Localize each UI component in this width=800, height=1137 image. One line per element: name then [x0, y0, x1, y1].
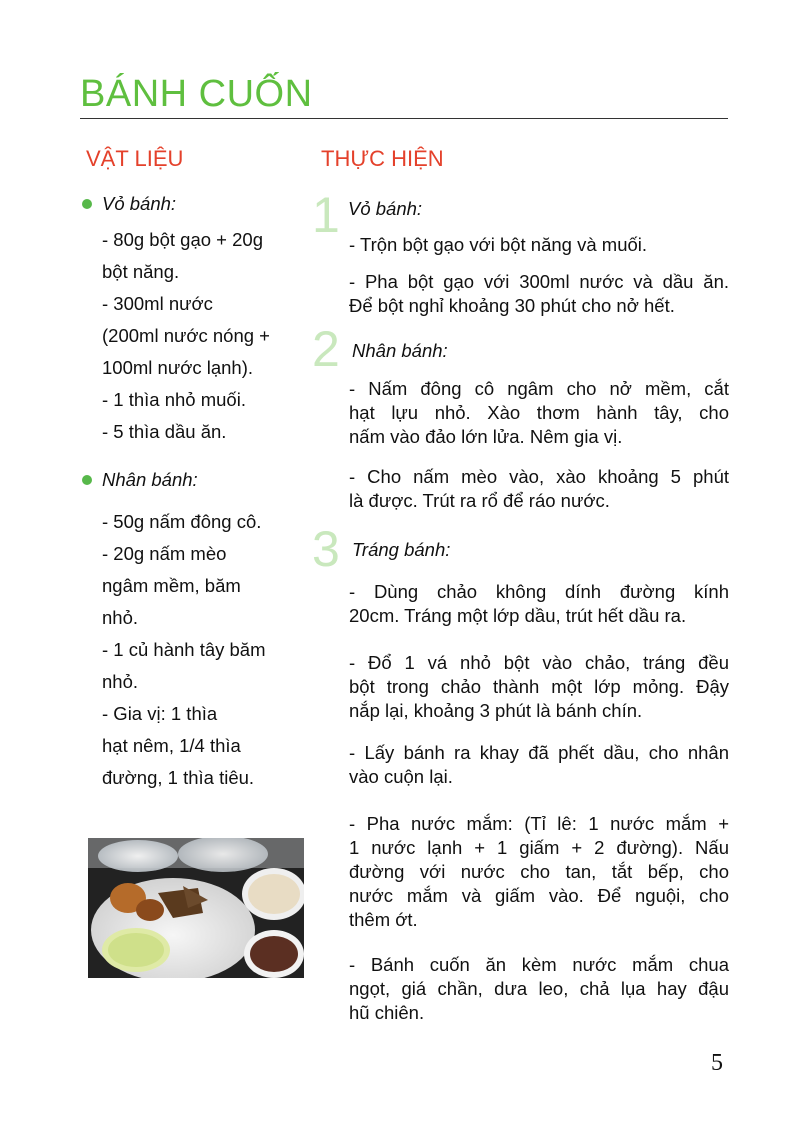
- step-paragraph: [349, 270, 729, 318]
- ingredient-group-label: Vỏ bánh:: [102, 193, 177, 214]
- paragraph-line: nắp lại, khoảng 3 phút là bánh chín.: [349, 700, 643, 721]
- step-number: 2: [312, 321, 340, 377]
- ingredient-line: - 300ml nước: [102, 293, 213, 314]
- ingredient-group-label: Nhân bánh:: [102, 469, 198, 490]
- ingredient-line: - 50g nấm đông cô.: [102, 511, 262, 532]
- paragraph-line: - Nấm đông cô ngâm cho nở mềm, cắt: [349, 378, 729, 399]
- paragraph-line: Để bột nghỉ khoảng 30 phút cho nở hết.: [349, 295, 675, 316]
- step-number: 3: [312, 521, 340, 577]
- step-paragraph: [349, 651, 729, 723]
- ingredients-heading: VẬT LIỆU: [86, 146, 184, 171]
- ingredient-group-title: [82, 188, 302, 220]
- step-paragraph: [349, 233, 729, 257]
- ingredient-line: ngâm mềm, băm: [102, 575, 241, 596]
- food-photo: [88, 838, 304, 978]
- title-divider: [80, 118, 728, 119]
- paragraph-line: - Lấy bánh ra khay đã phết dầu, cho nhân: [349, 742, 729, 763]
- ingredient-line: hạt nêm, 1/4 thìa: [102, 735, 241, 756]
- step-number: 1: [312, 187, 340, 243]
- instructions-heading: THỰC HIỆN: [321, 146, 444, 171]
- paragraph-line: - Bánh cuốn ăn kèm nước mắm chua: [349, 954, 729, 975]
- step-paragraph: [349, 465, 729, 513]
- bullet-icon: [82, 199, 92, 209]
- step-title: Nhân bánh:: [352, 340, 448, 361]
- step-paragraph: [349, 580, 729, 628]
- ingredient-group-shell: [82, 188, 302, 448]
- ingredient-line: - 80g bột gạo + 20g: [102, 229, 263, 250]
- paragraph-line: - Pha bột gạo với 300ml nước và dầu ăn.: [349, 271, 729, 292]
- paragraph-line: nấm vào đảo lớn lửa. Nêm gia vị.: [349, 426, 623, 447]
- paragraph-line: hũ chiên.: [349, 1002, 425, 1023]
- ingredient-line: bột năng.: [102, 261, 180, 282]
- paragraph-line: ngọt, giá chần, dưa leo, chả lụa hay đậu: [349, 978, 729, 999]
- ingredient-line: - 1 củ hành tây băm: [102, 639, 266, 660]
- paragraph-line: 20cm. Tráng một lớp dầu, trút hết dầu ra.: [349, 605, 687, 626]
- ingredient-line: đường, 1 thìa tiêu.: [102, 767, 255, 788]
- ingredients-column: [82, 188, 302, 794]
- step-paragraph: [349, 953, 729, 1025]
- ingredient-line: - 1 thìa nhỏ muối.: [102, 389, 246, 410]
- bullet-icon: [82, 475, 92, 485]
- paragraph-line: - Cho nấm mèo vào, xào khoảng 5 phút: [349, 466, 729, 487]
- paragraph-line: là được. Trút ra rổ để ráo nước.: [349, 490, 610, 511]
- ingredient-line: nhỏ.: [102, 671, 139, 692]
- ingredient-group-filling: [82, 464, 302, 794]
- step-title: Tráng bánh:: [352, 539, 451, 560]
- step-paragraph: [349, 812, 729, 932]
- page-number: 5: [711, 1050, 723, 1076]
- paragraph-line: - Trộn bột gạo với bột năng và muối.: [349, 234, 648, 255]
- step-paragraph: [349, 741, 729, 789]
- paragraph-line: thêm ớt.: [349, 909, 418, 930]
- paragraph-line: hạt lựu nhỏ. Xào thơm hành tây, cho: [349, 402, 729, 423]
- ingredient-line: - Gia vị: 1 thìa: [102, 703, 218, 724]
- page-title: BÁNH CUỐN: [80, 73, 313, 115]
- paragraph-line: vào cuộn lại.: [349, 766, 453, 787]
- paragraph-line: bột trong chảo thành một lớp mỏng. Đậy: [349, 676, 729, 697]
- ingredient-line: nhỏ.: [102, 607, 139, 628]
- ingredient-line: - 20g nấm mèo: [102, 543, 227, 564]
- ingredient-group-title: [82, 464, 302, 496]
- ingredient-line: - 5 thìa dầu ăn.: [102, 421, 227, 442]
- paragraph-line: - Pha nước mắm: (Tỉ lê: 1 nước mắm +: [349, 813, 729, 834]
- step-title: Vỏ bánh:: [348, 198, 423, 219]
- paragraph-line: 1 nước lạnh + 1 giấm + 2 đường). Nấu: [349, 837, 729, 858]
- paragraph-line: đường với nước cho tan, tắt bếp, cho: [349, 861, 729, 882]
- paragraph-line: nước mắm và giấm vào. Để nguội, cho: [349, 885, 729, 906]
- ingredient-line: 100ml nước lạnh).: [102, 357, 253, 378]
- ingredient-line: (200ml nước nóng +: [102, 325, 270, 346]
- paragraph-line: - Đổ 1 vá nhỏ bột vào chảo, tráng đều: [349, 652, 729, 673]
- paragraph-line: - Dùng chảo không dính đường kính: [349, 581, 729, 602]
- food-photo-illustration: [88, 838, 304, 978]
- step-paragraph: [349, 377, 729, 449]
